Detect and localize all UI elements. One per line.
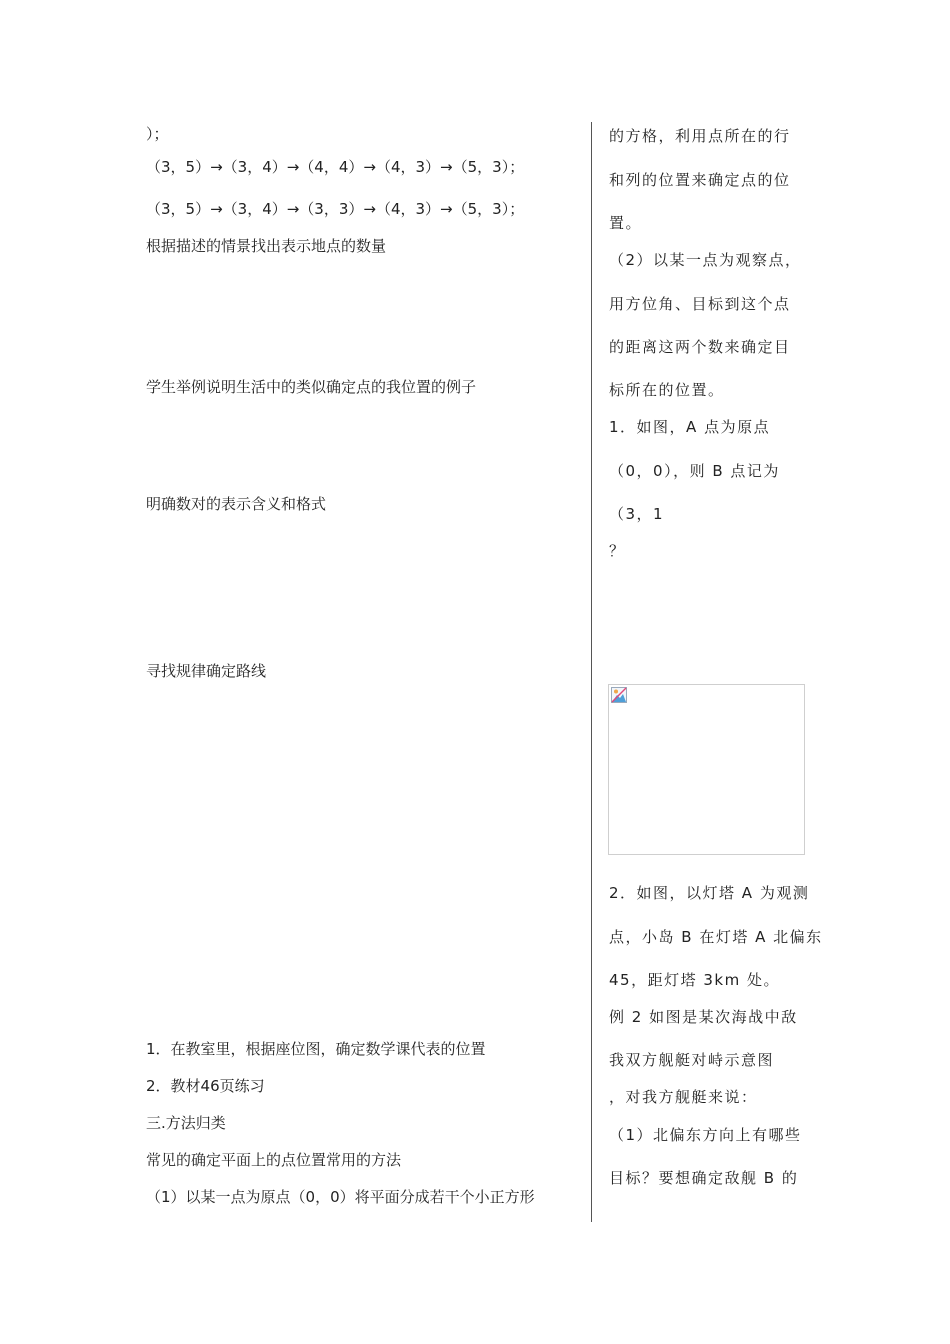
left-line-8: 1．在教室里，根据座位图，确定数学课代表的位置: [146, 1040, 486, 1058]
right-line-5: 用方位角、目标到这个点: [609, 295, 791, 313]
right-line-7: 标所在的位置。: [609, 381, 725, 399]
right-line-3: 置。: [609, 214, 643, 232]
right-line-11: ？: [609, 542, 626, 560]
left-line-6: 明确数对的表示含义和格式: [146, 495, 327, 513]
left-line-3: （3，5）→（3，4）→（3，3）→（4，3）→（5，3）；: [146, 200, 525, 218]
right-line-13: 点，小岛 B 在灯塔 A 北偏东: [609, 928, 823, 946]
right-line-19: 目标？要想确定敌舰 B 的: [609, 1169, 799, 1187]
left-line-4: 根据描述的情景找出表示地点的数量: [146, 237, 387, 255]
left-line-12: （1）以某一点为原点（0，0）将平面分成若干个小正方形: [146, 1188, 535, 1206]
right-line-2: 和列的位置来确定点的位: [609, 171, 791, 189]
right-line-14: 45，距灯塔 3km 处。: [609, 971, 780, 989]
right-line-8: 1．如图，A 点为原点: [609, 418, 771, 436]
broken-image-icon: [611, 687, 627, 703]
left-line-11: 常见的确定平面上的点位置常用的方法: [146, 1151, 402, 1169]
left-line-9: 2．教材46页练习: [146, 1077, 265, 1095]
right-line-6: 的距离这两个数来确定目: [609, 338, 791, 356]
left-line-5: 学生举例说明生活中的类似确定点的我位置的例子: [146, 378, 477, 396]
left-line-10: 三.方法归类: [146, 1114, 226, 1132]
right-line-12: 2．如图，以灯塔 A 为观测: [609, 884, 810, 902]
right-line-9: （0，0），则 B 点记为: [609, 462, 780, 480]
right-line-18: （1）北偏东方向上有哪些: [609, 1126, 802, 1144]
right-line-1: 的方格，利用点所在的行: [609, 127, 791, 145]
right-line-15: 例 2 如图是某次海战中敌: [609, 1008, 798, 1026]
right-line-10: （3，1: [609, 505, 665, 523]
left-line-1: ）；: [146, 125, 169, 143]
right-line-17: ，对我方舰艇来说：: [609, 1088, 758, 1106]
left-line-7: 寻找规律确定路线: [146, 662, 267, 680]
right-line-16: 我双方舰艇对峙示意图: [609, 1051, 775, 1069]
right-line-4: （2）以某一点为观察点，: [609, 251, 802, 269]
figure-placeholder: [608, 684, 805, 855]
column-divider: [591, 122, 592, 1222]
left-line-2: （3，5）→（3，4）→（4，4）→（4，3）→（5，3）；: [146, 158, 525, 176]
